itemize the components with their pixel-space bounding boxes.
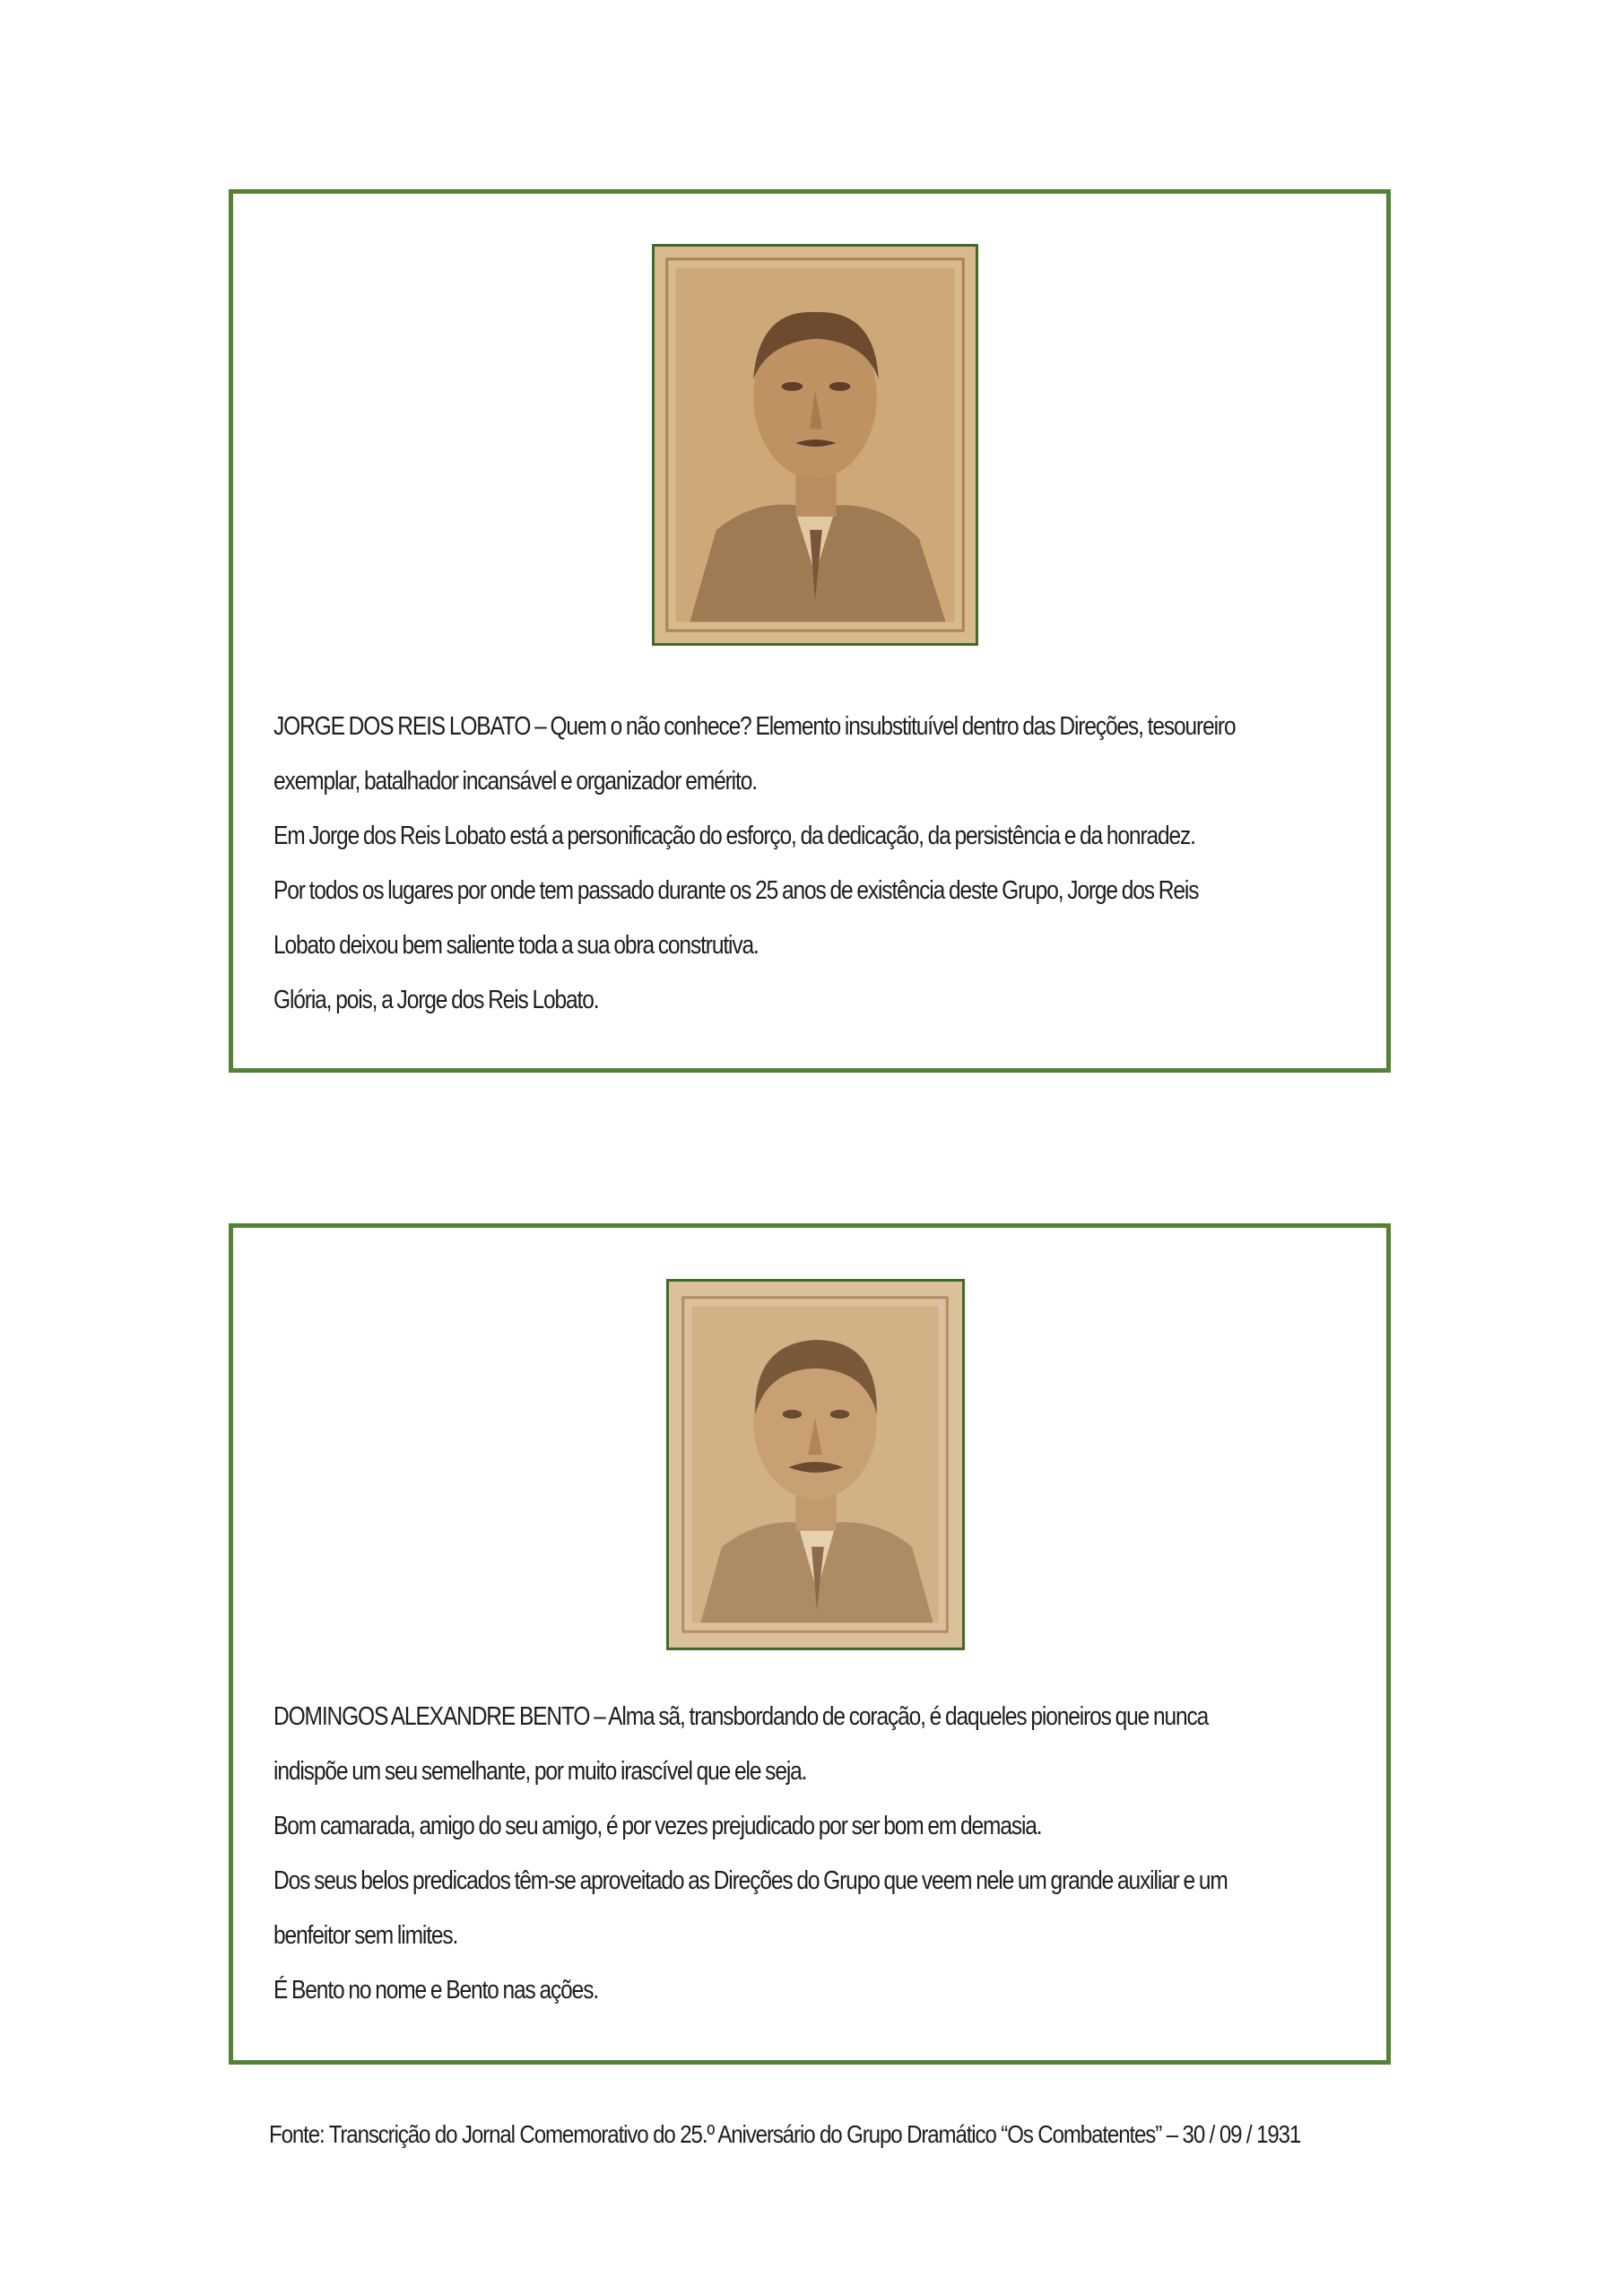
profile-bio-domingos [273,1690,1392,2018]
profile-bio-jorge [273,700,1392,1028]
bio-line: É Bento no nome e Bento nas ações. [273,1976,599,2005]
source-citation: Fonte: Transcrição do Jornal Comemorativo do 25.º Aniversário do Grupo Dramático “Os Combatentes” – 30 / 09 / 1931 [269,2120,1301,2148]
bio-line: Dos seus belos predicados têm-se aproveitado as Direções do Grupo que veem nele um grande auxiliar e um [273,1866,1228,1895]
portrait-photo-domingos [666,1279,965,1650]
bio-line: Bom camarada, amigo do seu amigo, é por vezes prejudicado por ser bom em demasia. [273,1812,1042,1840]
bio-line: Lobato deixou bem saliente toda a sua obra construtiva. [273,931,759,960]
bio-line: Por todos os lugares por onde tem passado durante os 25 anos de existência deste Grupo, Jorge dos Reis [273,876,1199,905]
profile-card-domingos [229,1223,1391,2065]
profile-card-jorge [229,189,1391,1073]
bio-line: DOMINGOS ALEXANDRE BENTO – Alma sã, transbordando de coração, é daqueles pioneiros que nunca [273,1702,1209,1731]
bio-line: benfeitor sem limites. [273,1921,458,1950]
portrait-image [669,1282,962,1648]
bio-line: exemplar, batalhador incansável e organizador emérito. [273,767,757,796]
bio-line: Em Jorge dos Reis Lobato está a personificação do esforço, da dedicação, da persistência e da honradez. [273,822,1195,850]
bio-line: Glória, pois, a Jorge dos Reis Lobato. [273,986,599,1014]
portrait-image [655,247,976,643]
portrait-photo-jorge [652,244,978,646]
bio-line: indispõe um seu semelhante, por muito irascível que ele seja. [273,1757,807,1786]
bio-line: JORGE DOS REIS LOBATO – Quem o não conhece? Elemento insubstituível dentro das Direções, tesoureiro [273,712,1236,741]
